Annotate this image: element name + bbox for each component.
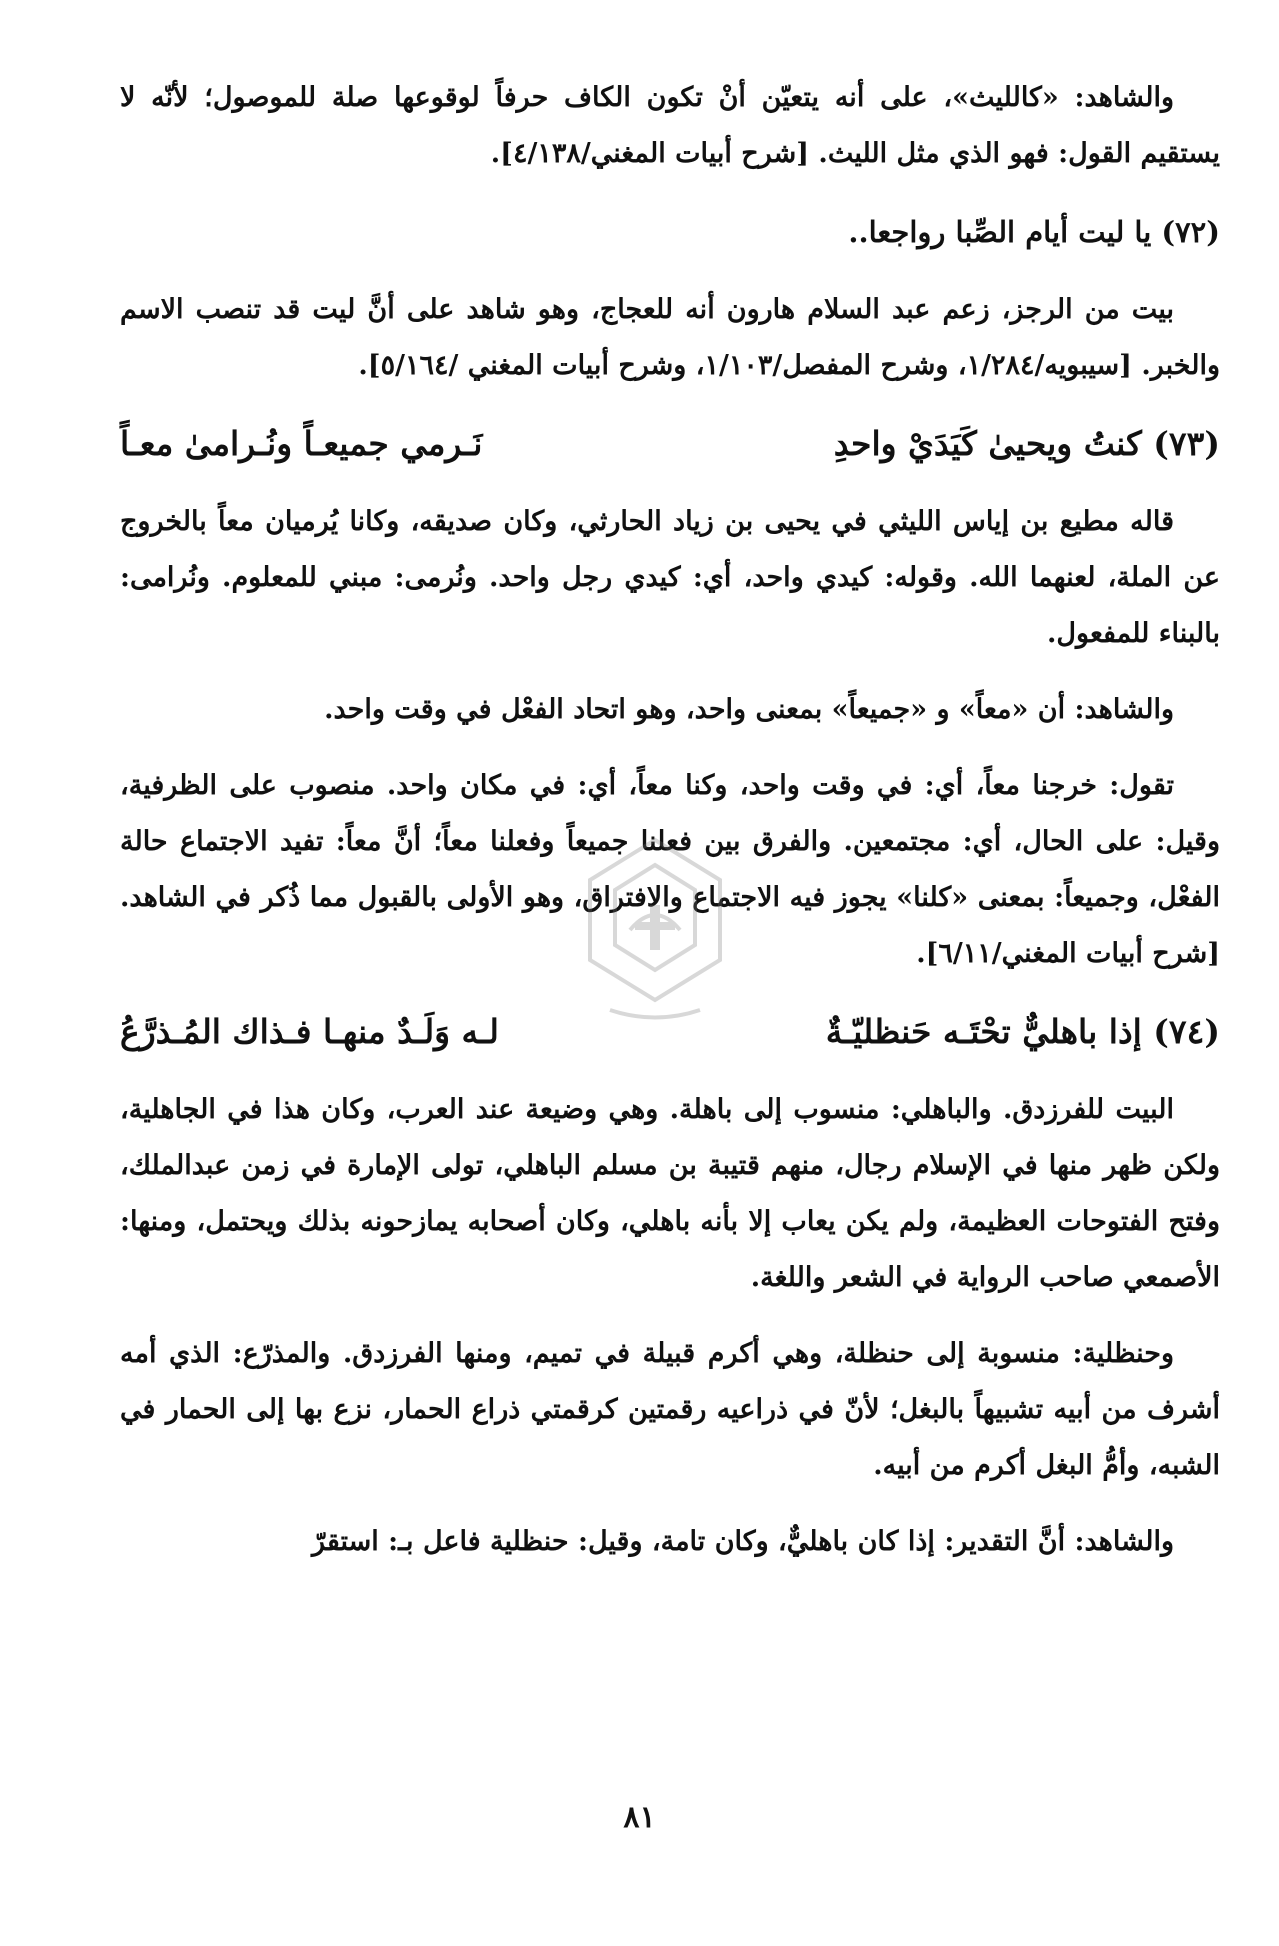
verse-73-first-hemistich: (٧٣) كنتُ ويحيىٰ كَيَدَيْ واحدِ (833, 424, 1220, 463)
verse-73-second-hemistich: نَـرمي جميعـاً ونُـرامىٰ معـاً (120, 424, 483, 463)
library-seal-icon (570, 830, 740, 1030)
verse-72: (٧٢) يا ليت أيام الصِّبا رواجعا.. (848, 215, 1220, 249)
paragraph-farazdaq-bahili: البيت للفرزدق. والباهلي: منسوب إلى باهلة. وهي وضيعة عند العرب، وكان هذا في الجاهلية، ولكن ظهر منها في الإسلام رجال، منهم قتيبة بن مسلم الباهلي، تولى الإمارة في زمن عبدالملك، وفتح الفتوحات العظيمة، ولم يكن يعاب إلا بأنه باهلي، وكان أصحابه يمازحونه بذلك ويحتمل، ومنها: الأصمعي صاحب الرواية في الشعر واللغة. (120, 1094, 1220, 1293)
verse-73 (120, 414, 1220, 474)
verse-74-second-hemistich: لـه وَلَـدٌ منهـا فـذاك المُـذرَّعُ (120, 1012, 499, 1051)
paragraph-verse-73-shahid: والشاهد: أن «معاً» و «جميعاً» بمعنى واحد، وهو اتحاد الفعْل في وقت واحد. (324, 694, 1174, 725)
paragraph-verse-72-commentary: بيت من الرجز، زعم عبد السلام هارون أنه للعجاج، وهو شاهد على أنَّ ليت قد تنصب الاسم والخبر. [سيبويه/١/٢٨٤، وشرح المفصل/١/١٠٣، وشرح أبيات المغني /٥/١٦٤]. (120, 294, 1220, 381)
paragraph-shahid-layth: والشاهد: «كالليث»، على أنه يتعيّن أنْ تكون الكاف حرفاً لوقوعها صلة للموصول؛ لأنّه لا يستقيم القول: فهو الذي مثل الليث. [شرح أبيات المغني/٤/١٣٨]. (120, 82, 1220, 169)
paragraph-maan-jamian: تقول: خرجنا معاً، أي: في وقت واحد، وكنا معاً، أي: في مكان واحد. منصوب على الظرفية، وقيل: على الحال، أي: مجتمعين. والفرق بين فعلنا جميعاً وفعلنا معاً؛ أنَّ معاً: تفيد الاجتماع حالة الفعْل، وجميعاً: بمعنى «كلنا» يجوز فيه الاجتماع والافتراق، وهو الأولى بالقبول مما ذُكر في الشاهد. [شرح أبيات المغني/٦/١١]. (120, 770, 1220, 969)
paragraph-verse-73-commentary: قاله مطيع بن إياس الليثي في يحيى بن زياد الحارثي، وكان صديقه، وكانا يُرميان معاً بالخروج عن الملة، لعنهما الله. وقوله: كيدي واحد، أي: كيدي رجل واحد. ونُرمى: مبني للمعلوم. ونُرامى: بالبناء للمفعول. (120, 506, 1220, 649)
page-number: ٨١ (623, 1800, 656, 1835)
paragraph-verse-74-shahid: والشاهد: أنَّ التقدير: إذا كان باهليٌّ، وكان تامة، وقيل: حنظلية فاعل بـ: استقرّ (311, 1526, 1174, 1557)
paragraph-hanzaliyya: وحنظلية: منسوبة إلى حنظلة، وهي أكرم قبيلة في تميم، ومنها الفرزدق. والمذرّع: الذي أمه أشرف من أبيه تشبيهاً بالبغل؛ لأنّ في ذراعيه رقمتين كرقمتي ذراع الحمار، نزع بها إلى الحمار في الشبه، وأمُّ البغل أكرم من أبيه. (120, 1338, 1220, 1481)
verse-74-first-hemistich: (٧٤) إذا باهليٌّ تحْتَـه حَنظليّـةٌ (825, 1012, 1220, 1051)
page-content (120, 70, 1220, 1570)
